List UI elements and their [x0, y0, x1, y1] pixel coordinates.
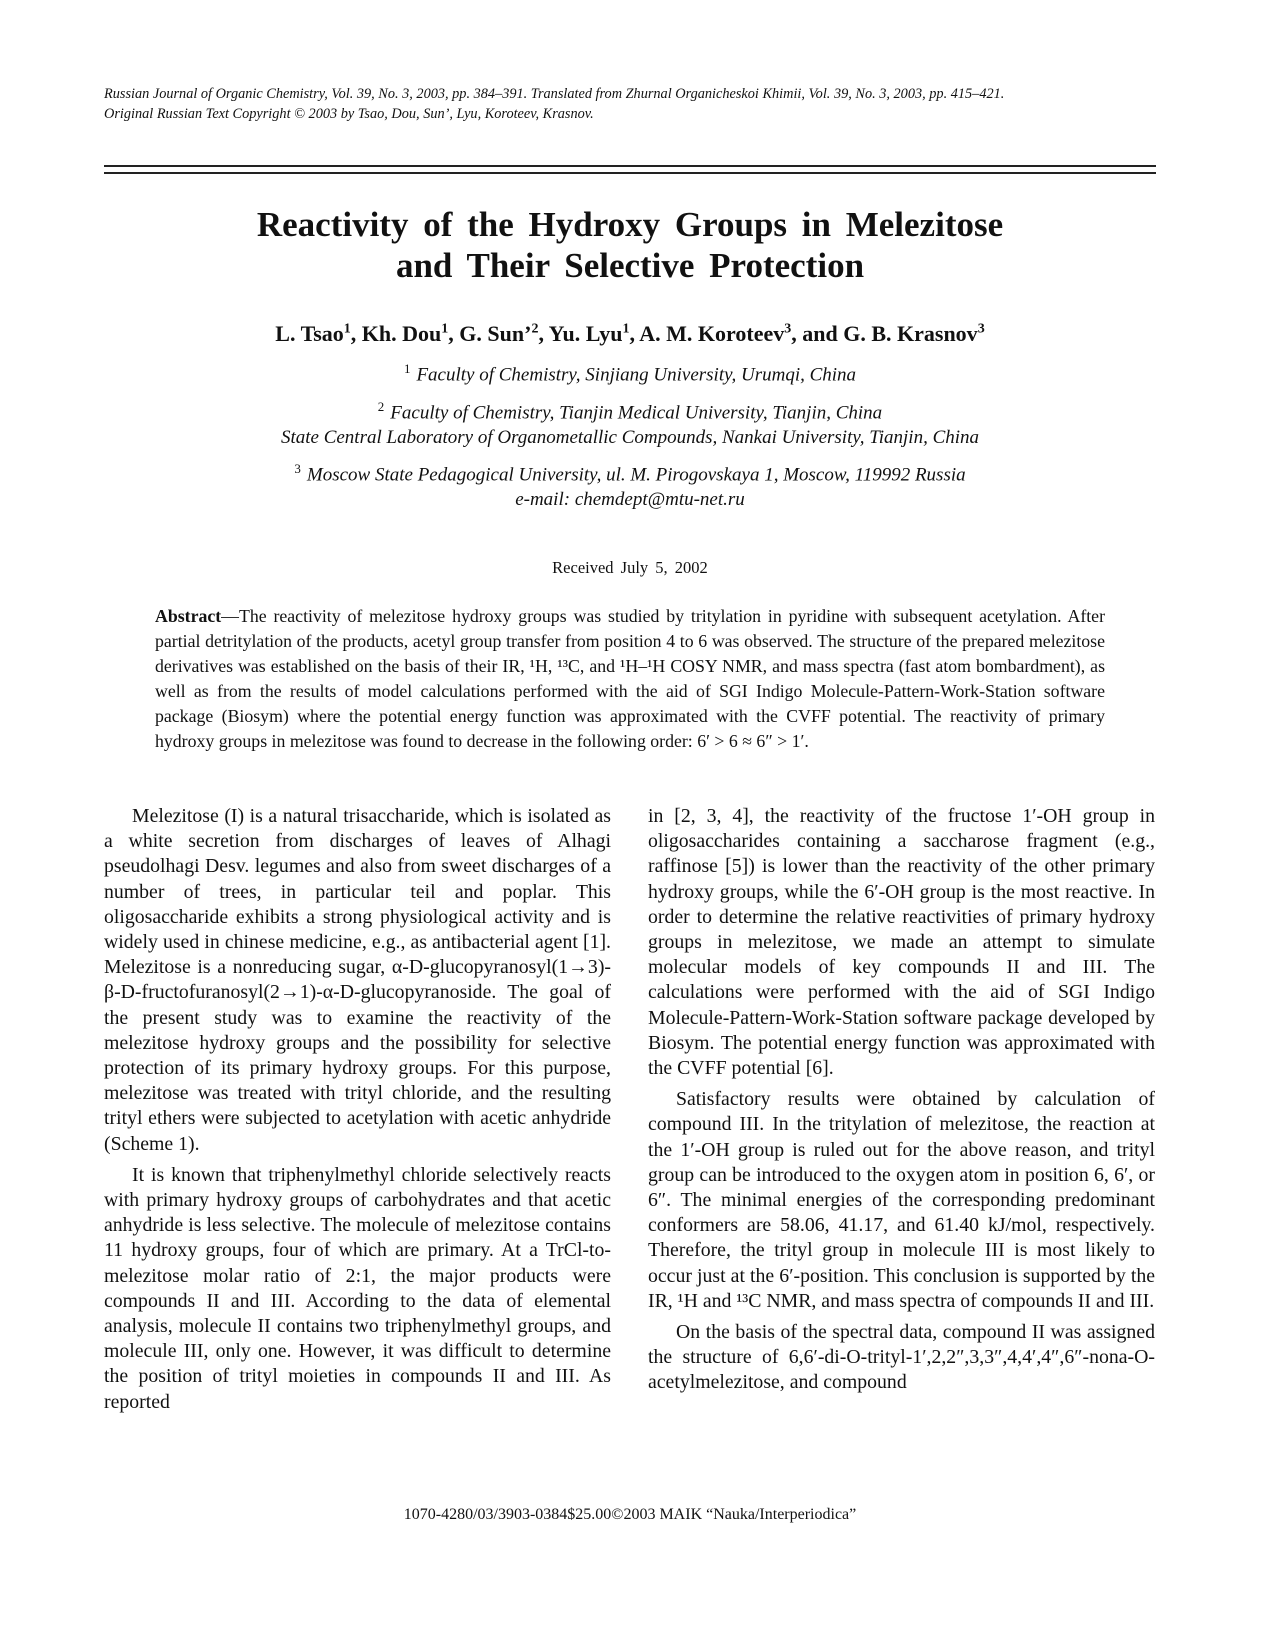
author: G. Sun’$^2$, [459, 321, 549, 346]
paragraph: Satisfactory results were obtained by calculation of compound III. In the tritylation of melezitose, the reaction at the 1′-OH group is ruled out for the above reason, and trityl group can be introduced to the oxygen atom in position 6, 6′, or 6″. The minimal energies of the corresponding predominant conformers are 58.06, 41.17, and 61.40 kJ/mol, respectively. Therefore, the trityl group in molecule III is most likely to occur just at the 6′-position. This conclusion is supported by the IR, ¹H and ¹³C NMR, and mass spectra of compounds II and III. [648, 1088, 1155, 1312]
title-line-2: and Their Selective Protection [395, 246, 865, 285]
paragraph: It is known that triphenylmethyl chloride selectively reacts with primary hydroxy groups of carbohydrates and that acetic anhydride is less selective. The molecule of melezitose contains 11 hydroxy groups, four of which are primary. At a TrCl-to-melezitose molar ratio of 2:1, the major products were compounds II and III. According to the data of elemental analysis, molecule II contains two triphenylmethyl groups, and molecule III, only one. However, it was difficult to determine the position of trityl moieties in compounds II and III. As reported [104, 1163, 611, 1413]
affiliation-2: $^2$ Faculty of Chemistry, Tianjin Medical University, Tianjin, China State Central Laboratory of Organometallic Compounds, Nankai University, Tianjin, China [280, 399, 980, 449]
email-address: e-mail: chemdept@mtu-net.ru [515, 489, 745, 511]
header-copyright: Original Russian Text Copyright © 2003 by Tsao, Dou, Sun’, Lyu, Koroteev, Krasnov. [104, 106, 594, 122]
paragraph: Melezitose (I) is a natural trisaccharide, which is isolated as a white secretion from discharges of leaves of Alhagi pseudolhagi Desv. legumes and also from sweet discharges of a number of trees, in particular teil and poplar. This oligosaccharide exhibits a strong physiological activity and is widely used in chinese medicine, e.g., as antibacterial agent [1]. Melezitose is a nonreducing sugar, α-D-glucopyranosyl(1→3)-β-D-fructofuranosyl(2→1)-α-D-glucopyranoside. The goal of the present study was to examine the reactivity of the melezitose hydroxy groups and the possibility for selective protection of its primary hydroxy groups. For this purpose, melezitose was treated with trityl chloride, and the resulting trityl ethers were subjected to acetylation with acetic anhydride (Scheme 1). [104, 805, 611, 1155]
page-footer: 1070-4280/03/3903-0384$25.00©2003 MAIK “Nauka/Interperiodica” [403, 1506, 857, 1523]
author: A. M. Koroteev$^3$, and [639, 321, 844, 346]
header-divider [104, 165, 1156, 174]
author-list [104, 321, 1156, 347]
paragraph: On the basis of the spectral data, compound II was assigned the structure of 6,6′-di-O-trityl-1′,2,2″,3,3″,4,4′,4″,6″-nona-O-acetylmelezitose, and compound [648, 1321, 1155, 1394]
abstract-text: —The reactivity of melezitose hydroxy groups was studied by tritylation in pyridine with subsequent acetylation. After partial detritylation of the products, acetyl group transfer from position 4 to 6 was observed. The structure of the prepared melezitose derivatives was established on the basis of their IR, ¹H, ¹³C, and ¹H–¹H COSY NMR, and mass spectra (fast atom bombardment), as well as from the results of model calculations performed with the aid of SGI Indigo Molecule-Pattern-Work-Station software package (Biosym) where the potential energy function was approximated with the CVFF potential. The reactivity of primary hydroxy groups in melezitose was found to decrease in the following order: 6′ > 6 ≈ 6″ > 1′. [155, 606, 1105, 751]
title-line-1: Reactivity of the Hydroxy Groups in Melezitose [256, 205, 1004, 244]
abstract-label: Abstract [155, 606, 222, 626]
author: G. B. Krasnov$^3$ [843, 321, 985, 346]
journal-header [104, 84, 1156, 124]
affiliation-1: $^1$ Faculty of Chemistry, Sinjiang University, Urumqi, China [403, 361, 857, 386]
article-title [104, 204, 1156, 286]
paragraph: in [2, 3, 4], the reactivity of the fructose 1′-OH group in oligosaccharides containing a saccharose fragment (e.g., raffinose [5]) is lower than the reactivity of the other primary hydroxy groups, while the 6′-OH group is the most reactive. In order to determine the relative reactivities of primary hydroxy groups in melezitose, we made an attempt to simulate molecular models of key compounds II and III. The calculations were performed with the aid of SGI Indigo Molecule-Pattern-Work-Station software package developed by Biosym. The potential energy function was approximated with the CVFF potential [6]. [648, 805, 1155, 1080]
abstract [155, 604, 1105, 754]
body-column-right [648, 804, 1155, 1402]
header-citation: Russian Journal of Organic Chemistry, Vol. 39, No. 3, 2003, pp. 384–391. Translated from Zhurnal Organicheskoi Khimii, Vol. 39, No. 3, 2003, pp. 415–421. [104, 86, 1005, 102]
author: Yu. Lyu$^1$, [548, 321, 640, 346]
received-date: Received July 5, 2002 [552, 558, 708, 577]
body-column-left [104, 804, 611, 1421]
affiliation-3: $^3$ Moscow State Pedagogical University, ul. M. Pirogovskaya 1, Moscow, 119992 Russia e-mail: chemdept@mtu-net.ru [104, 456, 1156, 512]
author: L. Tsao$^1$, [275, 321, 362, 346]
author: Kh. Dou$^1$, [361, 321, 460, 346]
